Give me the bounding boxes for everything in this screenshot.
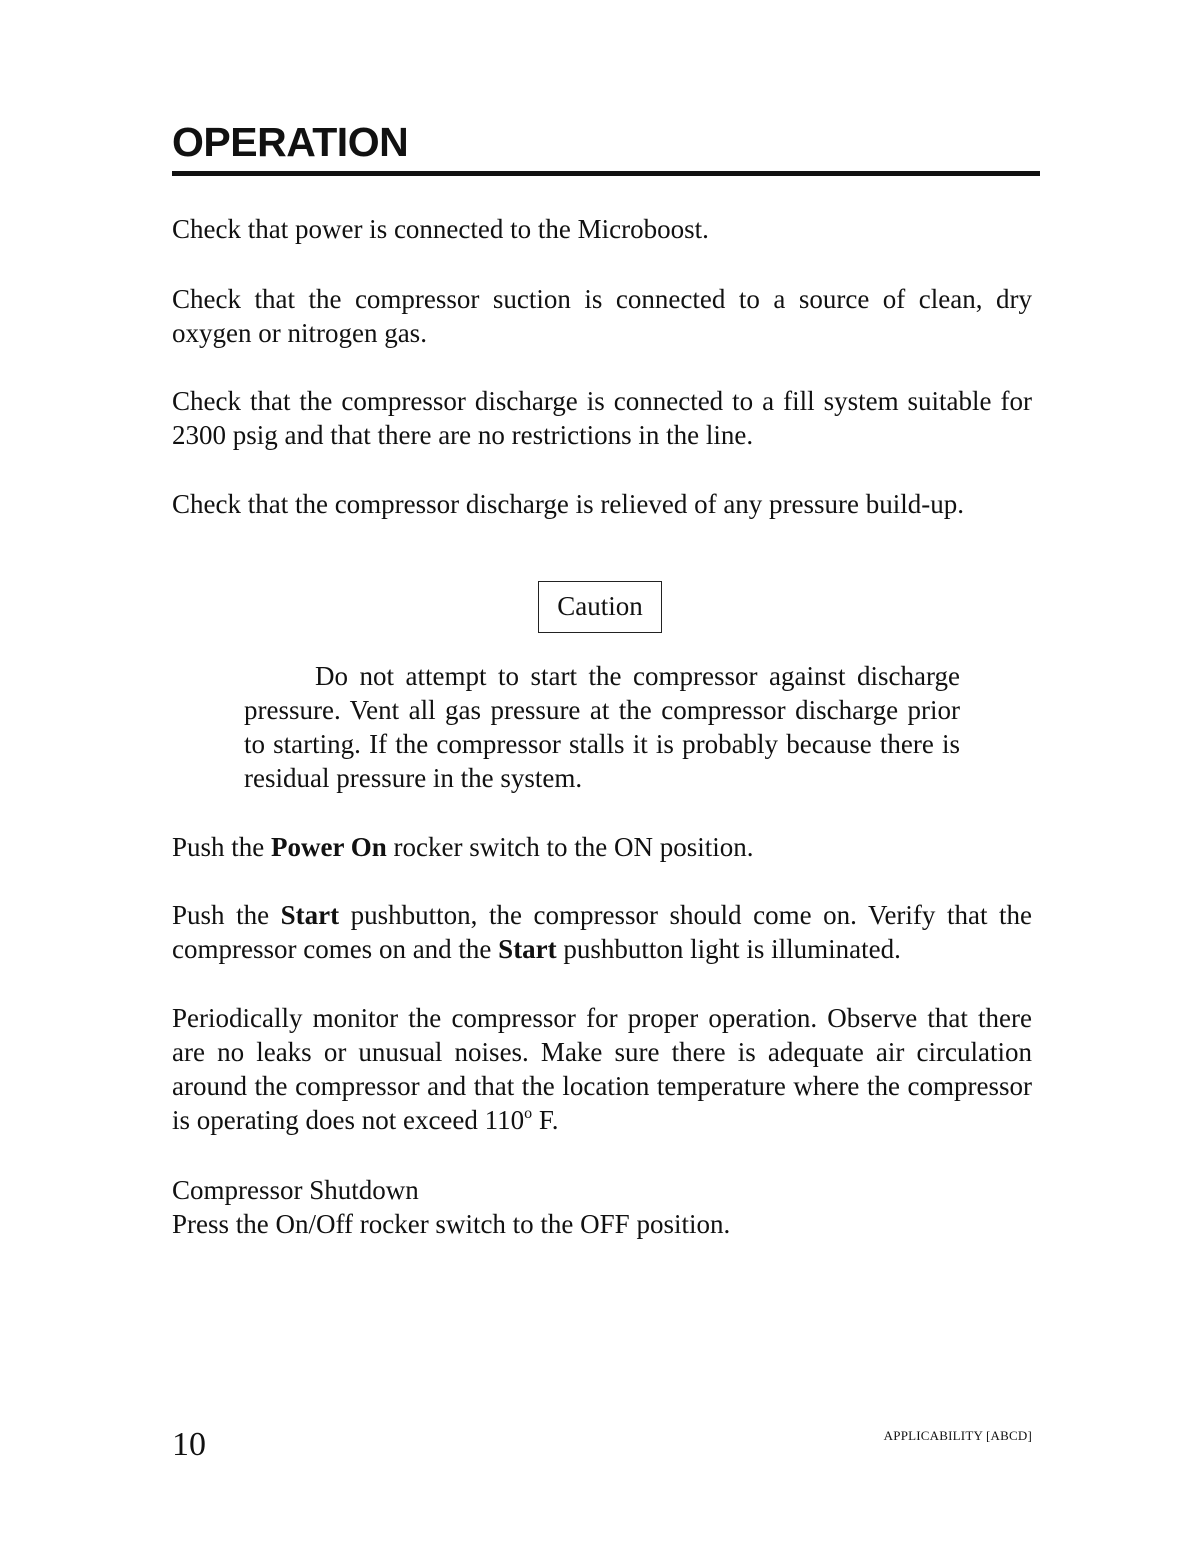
applicability-footer: APPLICABILITY [ABCD] [883,1428,1032,1443]
shutdown-text: Press the On/Off rocker switch to the OFF position. [172,1209,731,1239]
page-heading: OPERATION [172,119,409,165]
page-number: 10 [172,1426,206,1463]
start-pre: Push the [172,900,281,930]
start-bold-2: Start [498,934,557,964]
step-check-relieved: Check that the compressor discharge is relieved of any pressure build-up. [172,489,965,519]
power-on-bold: Power On [271,832,387,862]
step-monitor [172,1001,1032,1137]
step-check-power: Check that power is connected to the Microboost. [172,214,709,244]
caution-label: Caution [538,581,662,633]
power-on-post: rocker switch to the ON position. [386,832,754,862]
start-bold-1: Start [280,900,340,930]
degree-symbol: o [524,1105,533,1122]
monitor-unit: F. [532,1105,559,1135]
step-check-suction: Check that the compressor suction is connected to a source of clean, dry oxygen or nitrogen gas. [172,284,1032,348]
heading-rule [172,171,1040,176]
monitor-text: Periodically monitor the compressor for proper operation. Observe that there are no leaks or unusual noises. Make sure there is adequate air circulation around the compressor and that the location temperature where the compressor is operating does not exceed 110 [172,1003,1032,1135]
step-check-discharge: Check that the compressor discharge is connected to a fill system suitable for 2300 psig and that there are no restrictions in the line. [172,386,1032,450]
caution-text: Do not attempt to start the compressor against discharge pressure. Vent all gas pressure at the compressor discharge prior to starting. If the compressor stalls it is probably because there is residual pressure in the system. [244,661,960,793]
shutdown-title: Compressor Shutdown [172,1175,419,1205]
power-on-pre: Push the [172,832,272,862]
start-post: pushbutton light is illuminated. [556,934,901,964]
step-start [172,898,1032,966]
step-power-on [172,830,1032,864]
start-mid: pushbutton, the compressor should come on. Verify that the compressor comes on and the [172,900,1032,964]
